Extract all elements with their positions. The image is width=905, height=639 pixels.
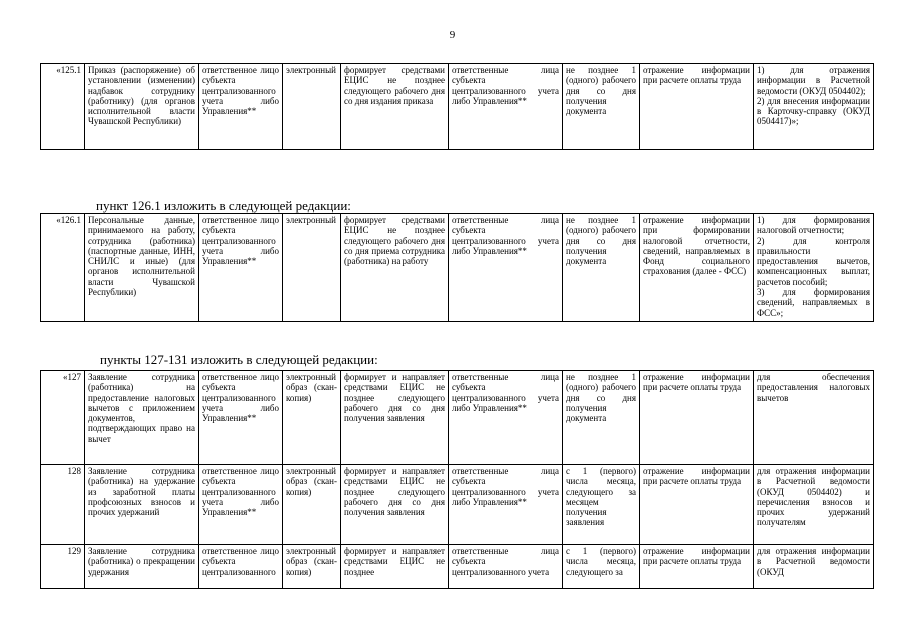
cell-document-name <box>85 545 199 589</box>
cell-document-name-line: Заявление сотрудника (работника) о прекращении удержания <box>88 546 195 577</box>
cell-reflection: отражение информации при расчете оплаты труда <box>640 465 754 545</box>
cell-document-name-line: Заявление сотрудника (работника) на удержание из заработной платы профсоюзных взносов и прочих удержаний <box>88 466 195 518</box>
cell-responsible: ответственное лицо субъекта централизованного учета либо Управления** <box>199 214 283 322</box>
table-row <box>41 64 874 150</box>
cell-number: «127 <box>41 371 85 465</box>
heading-item-126-1: пункт 126.1 изложить в следующей редакции: <box>96 198 351 213</box>
cell-purpose <box>754 214 874 322</box>
cell-action: формирует средствами ЕЦИС не позднее следующего рабочего дня со дня издания приказа <box>341 64 449 150</box>
cell-action: формирует и направляет средствами ЕЦИС не позднее <box>341 545 449 589</box>
cell-action: формирует средствами ЕЦИС не позднее следующего рабочего дня со дня приема сотрудника (работника) на работу <box>341 214 449 322</box>
cell-form: электронный <box>283 214 341 322</box>
cell-purpose-line: 1) для формирования налоговой отчетности; <box>757 215 870 236</box>
table-row <box>41 545 874 589</box>
cell-purpose-line: 2) для контроля правильности предоставления вычетов, компенсационных выплат, расчетов пособий; <box>757 235 870 287</box>
table-item-126-1 <box>40 213 874 322</box>
cell-form: электронный образ (скан-копия) <box>283 371 341 465</box>
cell-document-name-line: Приказ (распоряжение) об установлении (изменении) надбавок сотруднику (работнику) (для органов исполнительной власти Чувашской Республики) <box>88 65 195 127</box>
cell-action: формирует и направляет средствами ЕЦИС не позднее следующего рабочего дня со дня получения заявления <box>341 371 449 465</box>
cell-document-name <box>85 214 199 322</box>
table-item-125-1 <box>40 63 874 150</box>
cell-term: с 1 (первого) числа месяца, следующего за месяцем получения заявления <box>563 465 640 545</box>
cell-document-name <box>85 465 199 545</box>
cell-term: с 1 (первого) числа месяца, следующего за <box>563 545 640 589</box>
cell-reflection: отражение информации при расчете оплаты труда <box>640 64 754 150</box>
cell-form: электронный <box>283 64 341 150</box>
cell-purpose-line: для отражения информации в Расчетной ведомости (ОКУД <box>757 546 870 577</box>
cell-reflection: отражение информации при расчете оплаты труда <box>640 545 754 589</box>
cell-responsible: ответственное лицо субъекта централизованного учета либо Управления** <box>199 371 283 465</box>
cell-reflection: отражение информации при расчете оплаты труда <box>640 371 754 465</box>
cell-term: не позднее 1 (одного) рабочего дня со дня получения документа <box>563 371 640 465</box>
cell-reflection: отражение информации при формировании налоговой отчетности, сведений, направляемых в Фонд социального страхования (далее - ФСС) <box>640 214 754 322</box>
cell-document-name-line: Заявление сотрудника (работника) на предоставление налоговых вычетов с приложением документов, подтверждающих право на вычет <box>88 372 195 444</box>
table-row <box>41 465 874 545</box>
cell-term: не позднее 1 (одного) рабочего дня со дня получения документа <box>563 64 640 150</box>
cell-purpose <box>754 371 874 465</box>
table-row <box>41 371 874 465</box>
cell-form: электронный образ (скан-копия) <box>283 465 341 545</box>
table-row <box>41 214 874 322</box>
cell-purpose <box>754 545 874 589</box>
cell-responsible: ответственное лицо субъекта централизованного учета либо Управления** <box>199 64 283 150</box>
page-number: 9 <box>449 29 456 41</box>
cell-recipient: ответственные лица субъекта централизованного учета либо Управления** <box>449 214 563 322</box>
cell-recipient: ответственные лица субъекта централизованного учета либо Управления** <box>449 465 563 545</box>
cell-form: электронный образ (скан-копия) <box>283 545 341 589</box>
cell-purpose-line: 3) для формирования сведений, направляемых в ФСС»; <box>757 287 870 318</box>
cell-purpose <box>754 465 874 545</box>
cell-action: формирует и направляет средствами ЕЦИС не позднее следующего рабочего дня со дня получения заявления <box>341 465 449 545</box>
cell-document-name <box>85 371 199 465</box>
cell-purpose-line: для отражения информации в Расчетной ведомости (ОКУД 0504402) и перечисления взносов и прочих удержаний получателям <box>757 466 870 528</box>
cell-recipient: ответственные лица субъекта централизованного учета либо Управления** <box>449 64 563 150</box>
table-items-127-131 <box>40 370 874 589</box>
heading-items-127-131: пункты 127-131 изложить в следующей редакции: <box>100 352 378 367</box>
cell-purpose-line: 2) для внесения информации в Карточку-справку (ОКУД 0504417)»; <box>757 95 870 127</box>
cell-purpose-line: 1) для отражения информации в Расчетной ведомости (ОКУД 0504402); <box>757 65 870 96</box>
cell-responsible: ответственное лицо субъекта централизованного <box>199 545 283 589</box>
cell-number: «125.1 <box>41 64 85 150</box>
cell-purpose-line: для обеспечения предоставления налоговых вычетов <box>757 372 870 403</box>
cell-recipient: ответственные лица субъекта централизованного учета либо Управления** <box>449 371 563 465</box>
cell-recipient: ответственные лица субъекта централизованного учета <box>449 545 563 589</box>
cell-number: «126.1 <box>41 214 85 322</box>
cell-responsible: ответственное лицо субъекта централизованного учета либо Управления** <box>199 465 283 545</box>
cell-purpose <box>754 64 874 150</box>
cell-number: 129 <box>41 545 85 589</box>
cell-document-name <box>85 64 199 150</box>
cell-document-name-line: Персональные данные, принимаемого на работу, сотрудника (работника) (паспортные данные, ИНН, СНИЛС и иные) (для органов исполнительной власти Чувашской Республики) <box>88 215 195 298</box>
cell-number: 128 <box>41 465 85 545</box>
cell-term: не позднее 1 (одного) рабочего дня со дня получения документа <box>563 214 640 322</box>
